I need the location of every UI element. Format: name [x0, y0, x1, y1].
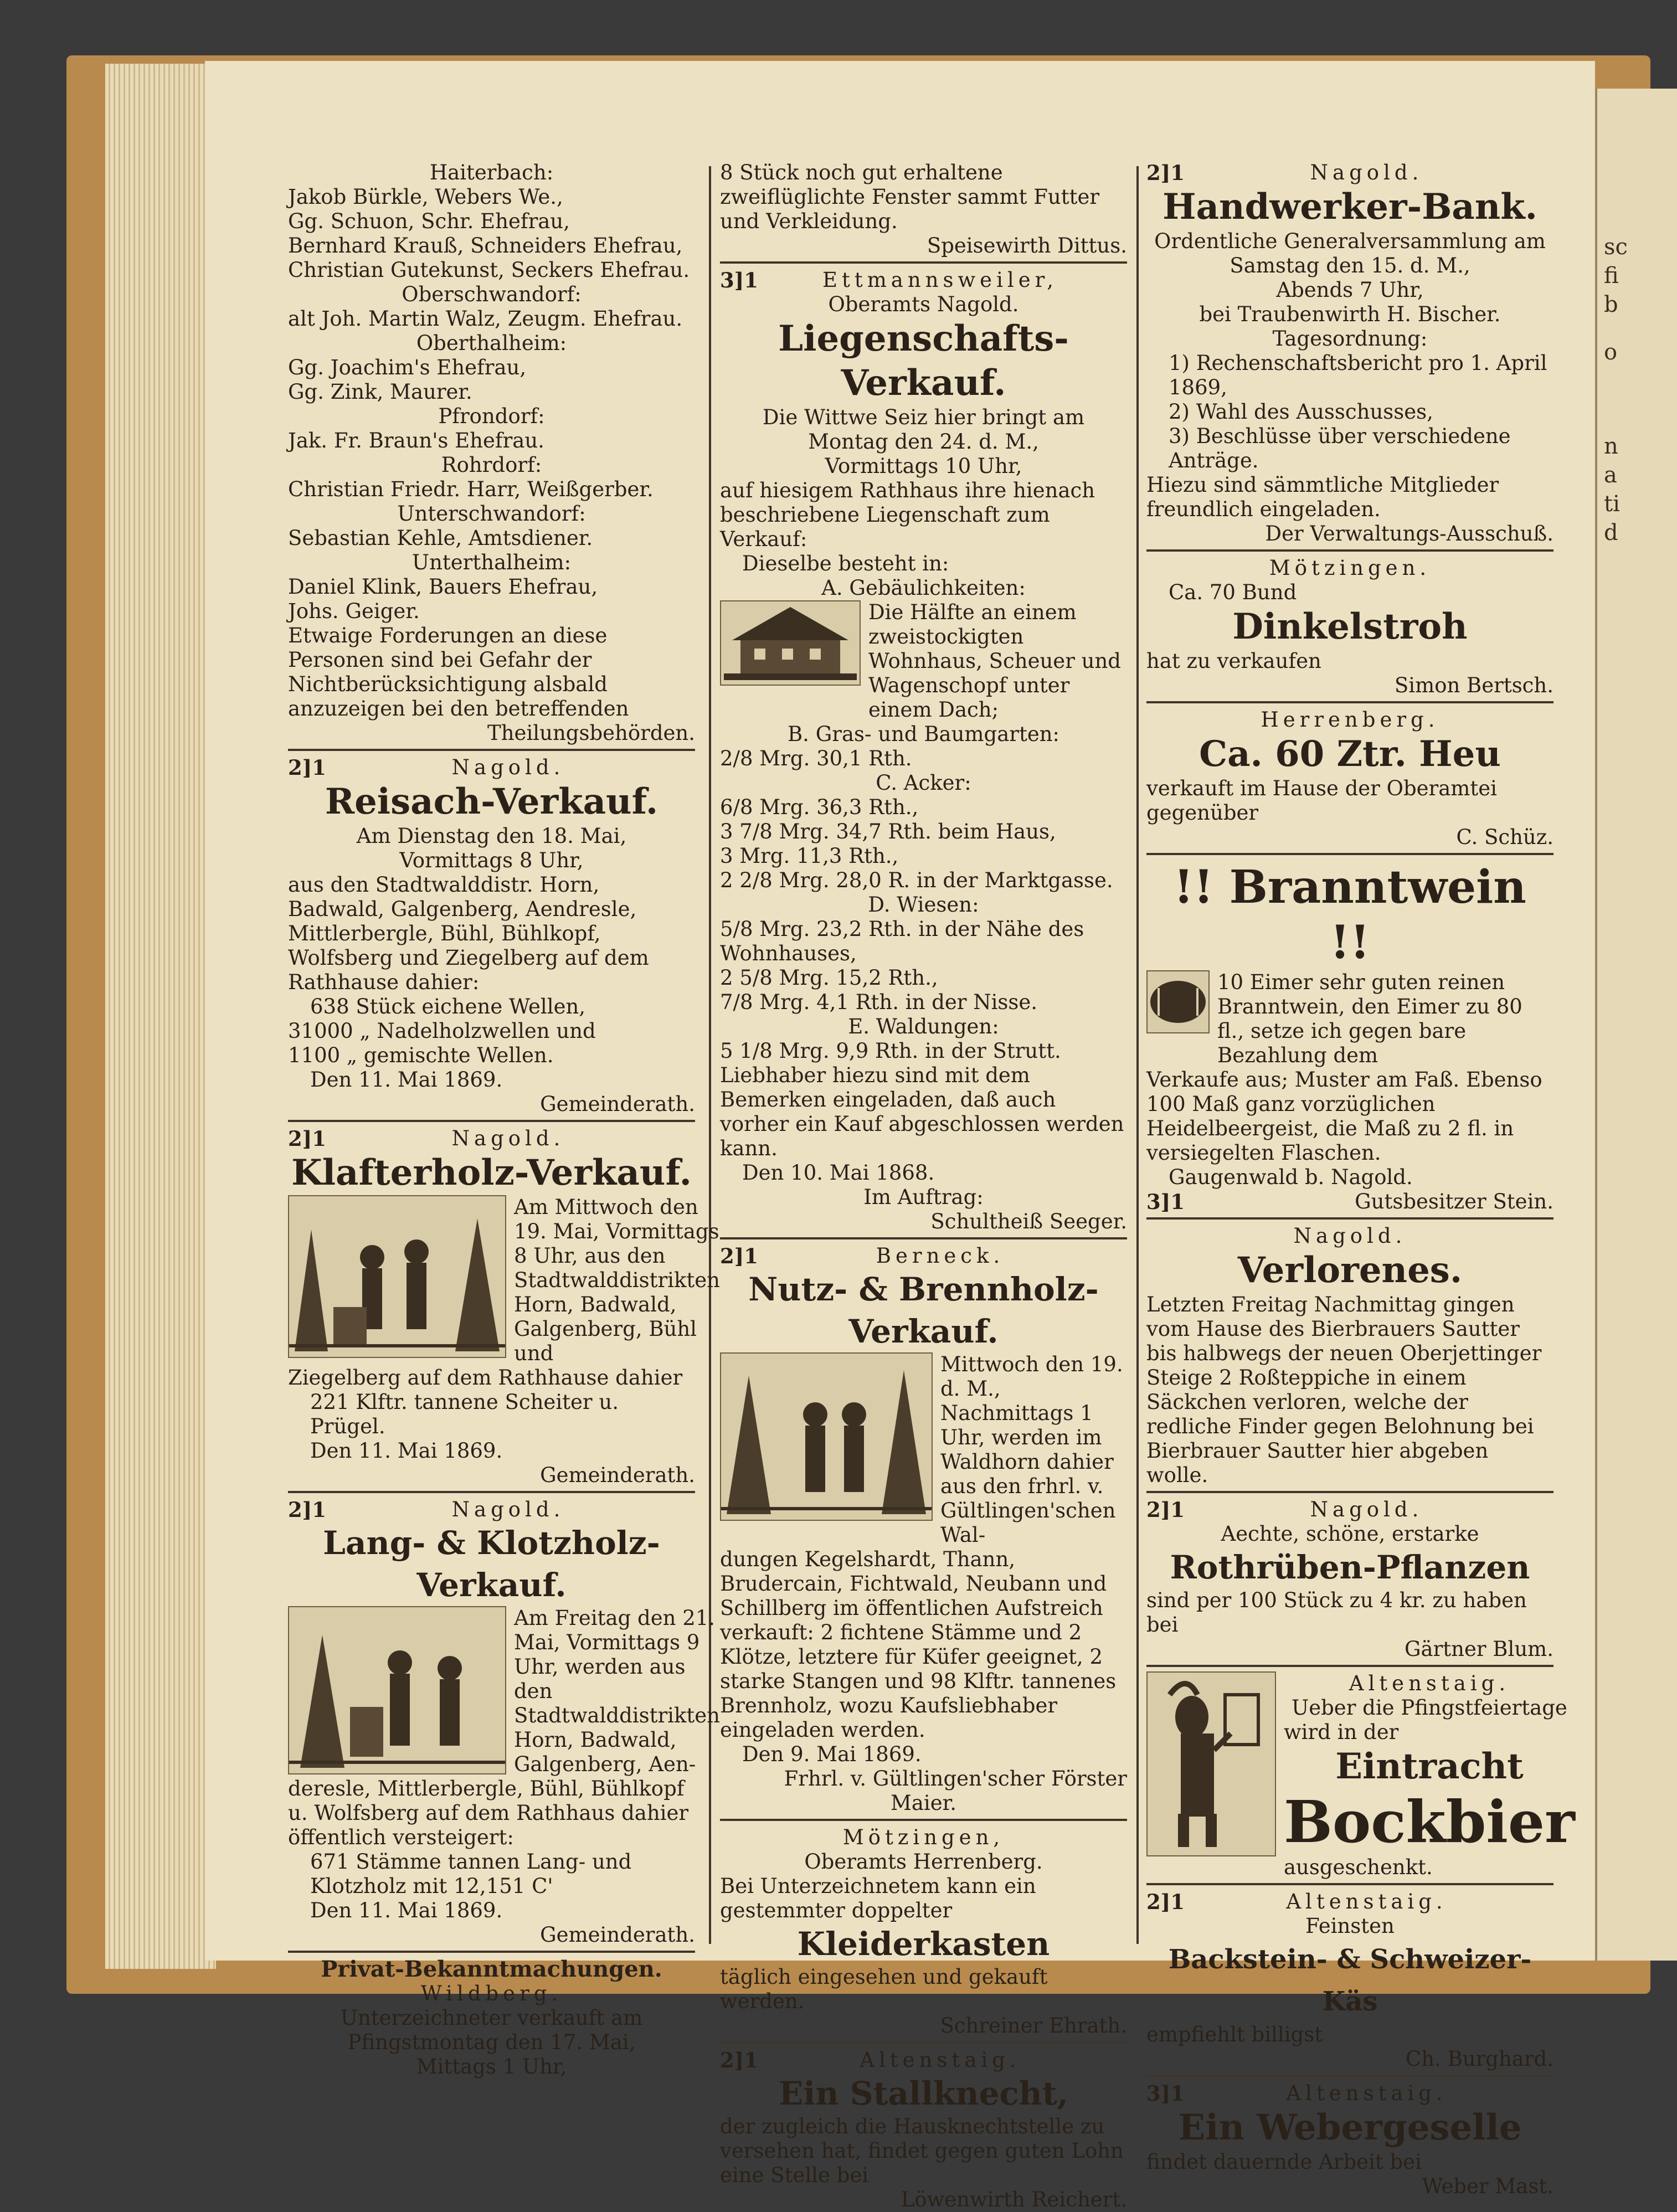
ad-subtown: Oberamts Herrenberg.: [804, 1850, 1043, 1874]
ad-side-text: Die Hälfte an einem zweistockigten Wohnhaus, Scheuer und Wagenschopf unter einem Dach;: [868, 600, 1121, 722]
ad-town: Herrenberg.: [1261, 708, 1439, 732]
body-text: verkauft im Hause der Oberamtei gegenüber: [1146, 776, 1497, 825]
text-line: Christian Gutekunst, Seckers Ehefrau.: [288, 258, 690, 282]
facing-fragment: a: [1604, 462, 1617, 488]
ad-town: Nagold.: [1293, 1224, 1407, 1248]
signature: Schreiner Ehrath.: [940, 2014, 1127, 2038]
list-item: 2/8 Mrg. 30,1 Rth.: [720, 747, 912, 770]
place-heading: Pfrondorf:: [438, 404, 545, 428]
text-line: Vormittags 10 Uhr,: [825, 454, 1022, 478]
list-item: 7/8 Mrg. 4,1 Rth. in der Nisse.: [720, 990, 1038, 1014]
body-text: täglich eingesehen und gekauft werden.: [720, 1965, 1048, 2013]
webergeselle-ad: [1146, 2081, 1553, 2199]
ad-title: Rothrüben-Pflanzen: [1170, 1549, 1530, 1586]
text-line: Die Wittwe Seiz hier bringt am: [762, 405, 1085, 429]
ad-town: Altenstaig.: [860, 2048, 1021, 2072]
ad-mark: 2]1: [720, 2048, 758, 2072]
ad-title: Ein Stallknecht,: [779, 2075, 1068, 2112]
barrel-icon: [1146, 970, 1210, 1033]
body-text: aus den Stadtwalddistr. Horn, Badwald, Galgenberg, Aendresle, Mittlerbergle, Bühl, Bühlkopf, Wolfsberg und Ziegelberg auf dem Rathhause dahier:: [288, 873, 649, 994]
ad-town: Altenstaig.: [1349, 1671, 1510, 1695]
text-line: Christian Friedr. Harr, Weißgerber.: [288, 477, 654, 501]
signature: Gutsbesitzer Stein.: [1355, 1190, 1553, 1213]
text-line: Ca. 70 Bund: [1169, 580, 1297, 604]
ad-date: Den 11. Mai 1869.: [310, 1439, 503, 1463]
creditors-notice: [288, 161, 695, 751]
ad-title: Klafterholz-Verkauf.: [291, 1152, 692, 1194]
house-woodcut-illustration: [720, 600, 861, 686]
list-item: 5/8 Mrg. 23,2 Rth. in der Nähe des Wohnhauses,: [720, 917, 1084, 965]
ad-title: Backstein- & Schweizer-Käs: [1168, 1944, 1532, 2017]
kaese-ad: [1146, 1890, 1553, 2077]
text-line: Vormittags 8 Uhr,: [399, 848, 584, 872]
facing-fragment: d: [1604, 520, 1618, 546]
facing-fragment: n: [1604, 434, 1618, 459]
list-item: 3) Beschlüsse über verschiedene Anträge.: [1169, 424, 1511, 472]
text-line: Jak. Fr. Braun's Ehefrau.: [288, 429, 544, 452]
facing-fragment: o: [1604, 339, 1618, 365]
handwerker-bank-ad: [1146, 161, 1553, 552]
ad-town: Altenstaig.: [1286, 2081, 1447, 2105]
ad-date: Den 10. Mai 1868.: [742, 1161, 935, 1185]
kleiderkasten-ad: [720, 1825, 1127, 2044]
text-line: Jakob Bürkle, Webers We.,: [288, 185, 563, 209]
body-text: Verkaufe aus; Muster am Faß. Ebenso 100 Maß ganz vorzüglichen Heidelbeergeist, die Maß zu 2 fl. in versiegelten Flaschen.: [1146, 1068, 1542, 1165]
page-edges: [105, 64, 216, 1969]
body-text: der zugleich die Hausknechtstelle zu versehen hat, findet gegen guten Lohn eine Stelle bei: [720, 2115, 1124, 2187]
list-heading: C. Acker:: [876, 771, 971, 795]
signature: Simon Bertsch.: [1394, 673, 1553, 697]
text-line: Gg. Zink, Maurer.: [288, 380, 472, 404]
place-heading: Unterthalheim:: [411, 551, 572, 574]
bockbier-ad: [1146, 1671, 1575, 1885]
text-line: alt Joh. Martin Walz, Zeugm. Ehefrau.: [288, 307, 683, 331]
ad-subtown: Oberamts Nagold.: [828, 292, 1019, 316]
ad-title: Handwerker-Bank.: [1162, 186, 1537, 228]
signature: Gemeinderath.: [540, 1463, 695, 1487]
ad-town: Altenstaig.: [1286, 1890, 1447, 1913]
ad-side-text: 10 Eimer sehr guten reinen Branntwein, den Eimer zu 80 fl., setze ich gegen bare Bezahlung dem: [1217, 970, 1522, 1067]
ad-title: Dinkelstroh: [1232, 606, 1468, 647]
ad-side-text: Am Freitag den 21. Mai, Vormittags 9 Uhr, werden aus den Stadtwalddistrikten Horn, Badwald, Galgenberg, Aen-: [514, 1606, 720, 1776]
ad-mark: 2]1: [288, 755, 326, 780]
signature: Weber Mast.: [1422, 2174, 1553, 2198]
body-text: Letzten Freitag Nachmittag gingen vom Hause des Bierbrauers Sautter bis halbwegs der neuen Oberjettinger Steige 2 Roßteppiche in einem Säckchen verloren, welche der redliche Finder gegen Belohnung bei Bierbrauer Sautter hier abgeben wolle.: [1146, 1293, 1542, 1487]
text-line: Unterzeichneter verkauft am: [340, 2006, 643, 2030]
ad-town: Gaugenwald b. Nagold.: [1169, 1165, 1413, 1189]
body-text: empfiehlt billigst: [1146, 2023, 1323, 2046]
list-item: 2) Wahl des Ausschusses,: [1169, 400, 1433, 424]
column-1: [288, 161, 720, 2079]
ad-title: Ein Webergeselle: [1178, 2107, 1522, 2148]
signature: Gemeinderath.: [540, 1092, 695, 1116]
body-text: hat zu verkaufen: [1146, 649, 1321, 673]
verlorenes-ad: [1146, 1224, 1553, 1493]
text-line: Im Auftrag:: [863, 1185, 984, 1209]
list-heading: D. Wiesen:: [868, 893, 979, 917]
ad-title: Ca. 60 Ztr. Heu: [1199, 733, 1501, 775]
column-2: [720, 161, 1127, 2211]
rothrueben-ad: [1146, 1498, 1553, 1667]
ad-side-text: Am Mittwoch den 19. Mai, Vormittags 8 Uhr, aus den Stadtwalddistrikten Horn, Badwald, Galgenberg, Bühl und: [514, 1195, 720, 1365]
text-line: Aechte, schöne, erstarke: [1221, 1522, 1479, 1546]
text-line: 31000 „ Nadelholzwellen und: [288, 1019, 596, 1043]
list-item: 3 Mrg. 11,3 Rth.,: [720, 844, 899, 868]
text-line: bei Traubenwirth H. Bischer.: [1199, 302, 1501, 326]
ad-town: Nagold.: [451, 1498, 565, 1521]
ad-mark: 3]1: [720, 268, 758, 292]
list-item: 5 1/8 Mrg. 9,9 Rth. in der Strutt.: [720, 1039, 1061, 1063]
ad-title: Kleiderkasten: [797, 1925, 1050, 1963]
goat-with-beer-illustration: [1146, 1671, 1276, 1856]
ad-title: Verlorenes.: [1237, 1249, 1463, 1291]
facing-fragment: fi: [1604, 263, 1619, 289]
place-heading: Haiterbach:: [429, 161, 554, 184]
signature: Gemeinderath.: [540, 1923, 695, 1947]
facing-fragment: sc: [1604, 234, 1628, 260]
list-item: 3 7/8 Mrg. 34,7 Rth. beim Haus,: [720, 820, 1056, 843]
place-heading: Rohrdorf:: [441, 453, 542, 477]
ad-mark: 2]1: [1146, 1890, 1185, 1914]
ad-town: Wildberg.: [420, 1982, 563, 2005]
text-line: Samstag den 15. d. M.,: [1230, 254, 1470, 277]
column-rule: [1136, 166, 1139, 1944]
body-text: Bei Unterzeichnetem kann ein gestemmter doppelter: [720, 1874, 1036, 1922]
list-heading: E. Waldungen:: [848, 1015, 999, 1038]
text-line: Ueber die Pfingstfeiertage: [1292, 1696, 1567, 1720]
text-line: Gg. Joachim's Ehefrau,: [288, 356, 527, 379]
signature: Schultheiß Seeger.: [930, 1210, 1127, 1233]
facing-fragment: b: [1604, 292, 1618, 317]
langholz-ad: [288, 1498, 720, 1953]
text-line: ausgeschenkt.: [1284, 1855, 1433, 1879]
list-item: 6/8 Mrg. 36,3 Rth.,: [720, 795, 919, 819]
list-item: 1) Rechenschaftsbericht pro 1. April 1869,: [1169, 351, 1547, 399]
text-line: 1100 „ gemischte Wellen.: [288, 1043, 554, 1067]
stallknecht-ad: [720, 2048, 1127, 2212]
liegenschaft-ad: [720, 268, 1127, 1239]
text-line: Abends 7 Uhr,: [1276, 278, 1424, 302]
ad-side-text: Mittwoch den 19. d. M., Nachmittags 1 Uhr, werden im Waldhorn dahier aus den frhrl. v. Gültlingen'schen Wal-: [940, 1352, 1123, 1547]
text-line: Sebastian Kehle, Amtsdiener.: [288, 526, 593, 550]
signature: Speisewirth Dittus.: [927, 234, 1127, 258]
hunters-woodcut-illustration: [720, 1352, 933, 1521]
body-text: Hiezu sind sämmtliche Mitglieder freundlich eingeladen.: [1146, 473, 1499, 521]
woodcutters-woodcut-illustration: [288, 1606, 506, 1774]
body-text: 8 Stück noch gut erhaltene zweiflüglichte Fenster sammt Futter und Verkleidung.: [720, 161, 1100, 233]
ad-mark: 2]1: [288, 1498, 326, 1522]
ad-town: Nagold.: [1310, 1498, 1423, 1521]
text-line: 638 Stück eichene Wellen,: [310, 995, 586, 1018]
list-heading: A. Gebäulichkeiten:: [821, 576, 1026, 600]
dinkelstroh-ad: [1146, 556, 1553, 703]
text-line: Bernhard Krauß, Schneiders Ehefrau,: [288, 234, 683, 258]
text-line: wird in der: [1284, 1720, 1399, 1744]
ad-town: Nagold.: [451, 1126, 565, 1150]
klafterholz-ad: [288, 1126, 720, 1493]
ad-title: !! Branntwein !!: [1174, 861, 1526, 969]
text-line: Pfingstmontag den 17. Mai,: [347, 2030, 636, 2054]
body-text: Ziegelberg auf dem Rathhause dahier: [288, 1366, 683, 1390]
ad-mark: 2]1: [288, 1126, 326, 1151]
ad-title: Liegenschafts-Verkauf.: [778, 318, 1069, 404]
ad-date: Den 11. Mai 1869.: [310, 1899, 503, 1922]
signature: Der Verwaltungs-Ausschuß.: [1265, 522, 1553, 546]
ad-town: Nagold.: [451, 755, 565, 779]
ad-town: Mötzingen.: [1269, 556, 1431, 580]
text-line: Am Dienstag den 18. Mai,: [356, 824, 627, 848]
text-line: Montag den 24. d. M.,: [808, 430, 1039, 454]
ad-mark: 3]1: [1146, 2081, 1185, 2106]
signature: Frhrl. v. Gültlingen'scher Förster: [784, 1767, 1127, 1791]
body-text: auf hiesigem Rathhaus ihre hienach beschriebene Liegenschaft zum Verkauf:: [720, 479, 1095, 551]
signature: Maier.: [890, 1791, 957, 1815]
ad-town: Berneck.: [876, 1244, 1005, 1268]
body-text: Etwaige Forderungen an diese Personen sind bei Gefahr der Nichtberücksichtigung alsbald anzuzeigen bei den betreffenden: [288, 624, 629, 721]
ad-date: Den 9. Mai 1869.: [742, 1742, 922, 1766]
place-heading: Unterschwandorf:: [397, 502, 586, 526]
nutzholz-ad: [720, 1244, 1127, 1821]
text-line: Feinsten: [1305, 1914, 1395, 1938]
text-line: Dieselbe besteht in:: [742, 552, 949, 575]
signature: Gärtner Blum.: [1404, 1637, 1553, 1661]
ad-title: Reisach-Verkauf.: [325, 781, 659, 822]
body-text: Liebhaber hiezu sind mit dem Bemerken eingeladen, daß auch vorher ein Kauf abgeschlossen werden kann.: [720, 1063, 1124, 1160]
ad-town: Ettmannsweiler,: [822, 268, 1058, 292]
signature: Ch. Burghard.: [1405, 2047, 1553, 2071]
column-3: [1146, 161, 1575, 2198]
body-text: deresle, Mittlerbergle, Bühl, Bühlkopf u. Wolfsberg auf dem Rathhaus dahier öffentlich versteigert:: [288, 1777, 689, 1849]
text-line: 221 Klftr. tannene Scheiter u. Prügel.: [310, 1390, 619, 1438]
list-heading: B. Gras- und Baumgarten:: [787, 722, 1060, 746]
list-item: 2 5/8 Mrg. 15,2 Rth.,: [720, 966, 938, 990]
facing-page-edge: [1595, 89, 1677, 1961]
text-line: Daniel Klink, Bauers Ehefrau,: [288, 575, 598, 599]
ad-town: Nagold.: [1310, 161, 1423, 184]
reisach-ad: [288, 755, 695, 1122]
branntwein-ad: [1146, 860, 1553, 1220]
text-line: Johs. Geiger.: [288, 599, 420, 623]
text-line: Mittags 1 Uhr,: [416, 2055, 567, 2079]
signature: Löwenwirth Reichert.: [901, 2188, 1127, 2211]
forest-woodcut-illustration: [288, 1195, 506, 1358]
list-heading: Tagesordnung:: [1272, 327, 1428, 351]
ad-mark: 2]1: [1146, 161, 1185, 185]
text-line: 671 Stämme tannen Lang- und Klotzholz mit 12,151 C': [310, 1850, 632, 1898]
heu-ad: [1146, 708, 1553, 855]
ad-mark: 3]1: [1146, 1190, 1185, 1214]
facing-fragment: ti: [1604, 491, 1620, 517]
ad-town: Mötzingen,: [842, 1825, 1005, 1849]
signature: C. Schüz.: [1456, 825, 1553, 849]
body-text: sind per 100 Stück zu 4 kr. zu haben bei: [1146, 1588, 1527, 1637]
text-line: Ordentliche Generalversammlung am: [1154, 229, 1546, 253]
body-text: dungen Kegelshardt, Thann, Brudercain, Fichtwald, Neubann und Schillberg im öffentlichen Aufstreich verkauft: 2 fichtene Stämme und 2 Klötze, letztere für Küfer geeignet, 2 starke Stangen und 98 Klftr. tannenes Brennholz, wozu Kaufsliebhaber eingeladen werden.: [720, 1547, 1117, 1742]
ad-title: Lang- & Klotzholz-Verkauf.: [323, 1524, 660, 1604]
private-notices-section: [288, 1957, 695, 2079]
ad-mark: 2]1: [1146, 1498, 1185, 1522]
ad-date: Den 11. Mai 1869.: [310, 1068, 503, 1092]
place-heading: Oberschwandorf:: [402, 282, 582, 306]
body-text: findet dauernde Arbeit bei: [1146, 2150, 1422, 2174]
list-item: 2 2/8 Mrg. 28,0 R. in der Marktgasse.: [720, 868, 1113, 892]
ad-mark: 2]1: [720, 1244, 758, 1268]
text-line: Gg. Schuon, Schr. Ehefrau,: [288, 209, 570, 233]
signature: Theilungsbehörden.: [487, 721, 695, 745]
windows-ad: [720, 161, 1127, 264]
place-heading: Oberthalheim:: [416, 331, 567, 355]
section-heading: Privat-Bekanntmachungen.: [321, 1956, 662, 1982]
ad-title-large: Bockbier: [1284, 1788, 1575, 1856]
ad-title: Eintracht: [1335, 1746, 1524, 1787]
ad-title: Nutz- & Brennholz-Verkauf.: [748, 1270, 1099, 1350]
